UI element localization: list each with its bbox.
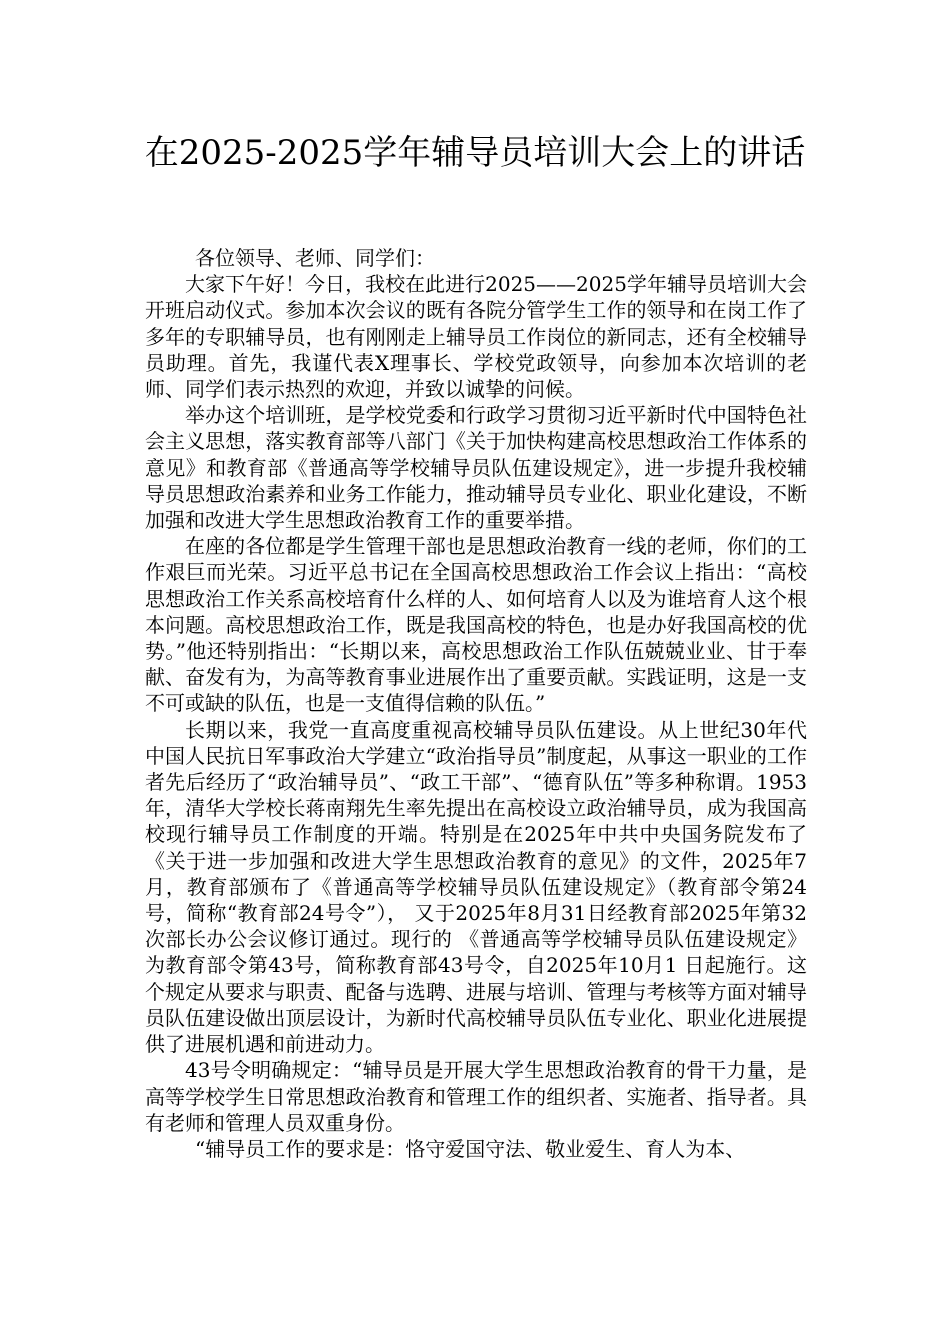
document-body [145,245,807,1162]
body-paragraph-4: 长期以来，我党一直高度重视高校辅导员队伍建设。从上世纪30年代中国人民抗日军事政治大学建立“政治指导员”制度起，从事这一职业的工作者先后经历了“政治辅导员”、“政工干部”、“德育队伍”等多种称谓。1953年，清华大学校长蒋南翔先生率先提出在高校设立政治辅导员，成为我国高校现行辅导员工作制度的开端。特别是在2025年中共中央国务院发布了《关于进一步加强和改进大学生思想政治教育的意见》的文件，2025年7月，教育部颁布了《普通高等学校辅导员队伍建设规定》（教育部令第24号，简称“教育部24号令”）， 又于2025年8月31日经教育部2025年第32次部长办公会议修订通过。现行的 《普通高等学校辅导员队伍建设规定》为教育部令第43号，简称教育部43号令，自2025年10月1 日起施行。这个规定从要求与职责、配备与选聘、进展与培训、管理与考核等方面对辅导员队伍建设做出顶层设计，为新时代高校辅导员队伍专业化、职业化进展提供了进展机遇和前进动力。 [145,717,807,1057]
document-title: 在2025-2025学年辅导员培训大会上的讲话 [144,133,806,173]
body-paragraph-5: 43号令明确规定：“辅导员是开展大学生思想政治教育的骨干力量，是高等学校学生日常思想政治教育和管理工作的组织者、实施者、指导者。具有老师和管理人员双重身份。 [145,1058,807,1135]
salutation-paragraph: 各位领导、老师、同学们： [195,246,435,270]
body-paragraph-1: 大家下午好！今日，我校在此进行2025——2025学年辅导员培训大会开班启动仪式。参加本次会议的既有各院分管学生工作的领导和在岗工作了多年的专职辅导员，也有刚刚走上辅导员工作岗位的新同志，还有全校辅导员助理。首先，我谨代表X理事长、学校党政领导，向参加本次培训的老师、同学们表示热烈的欢迎，并致以诚挚的问候。 [145,272,807,402]
body-paragraph-2: 举办这个培训班，是学校党委和行政学习贯彻习近平新时代中国特色社会主义思想，落实教育部等八部门《关于加快构建高校思想政治工作体系的意见》和教育部《普通高等学校辅导员队伍建设规定》，进一步提升我校辅导员思想政治素养和业务工作能力，推动辅导员专业化、职业化建设，不断加强和改进大学生思想政治教育工作的重要举措。 [145,403,807,533]
body-paragraph-6: “辅导员工作的要求是：恪守爱国守法、敬业爱生、育人为本、 [195,1136,746,1161]
body-paragraph-3: 在座的各位都是学生管理干部也是思想政治教育一线的老师，你们的工作艰巨而光荣。习近平总书记在全国高校思想政治工作会议上指出：“高校思想政治工作关系高校培育什么样的人、如何培育人以及为谁培育人这个根本问题。高校思想政治工作，既是我国高校的特色，也是办好我国高校的优势。”他还特别指出：“长期以来，高校思想政治工作队伍兢兢业业、甘于奉献、奋发有为，为高等教育事业进展作出了重要贡献。实践证明，这是一支不可或缺的队伍，也是一支值得信赖的队伍。” [145,534,807,716]
